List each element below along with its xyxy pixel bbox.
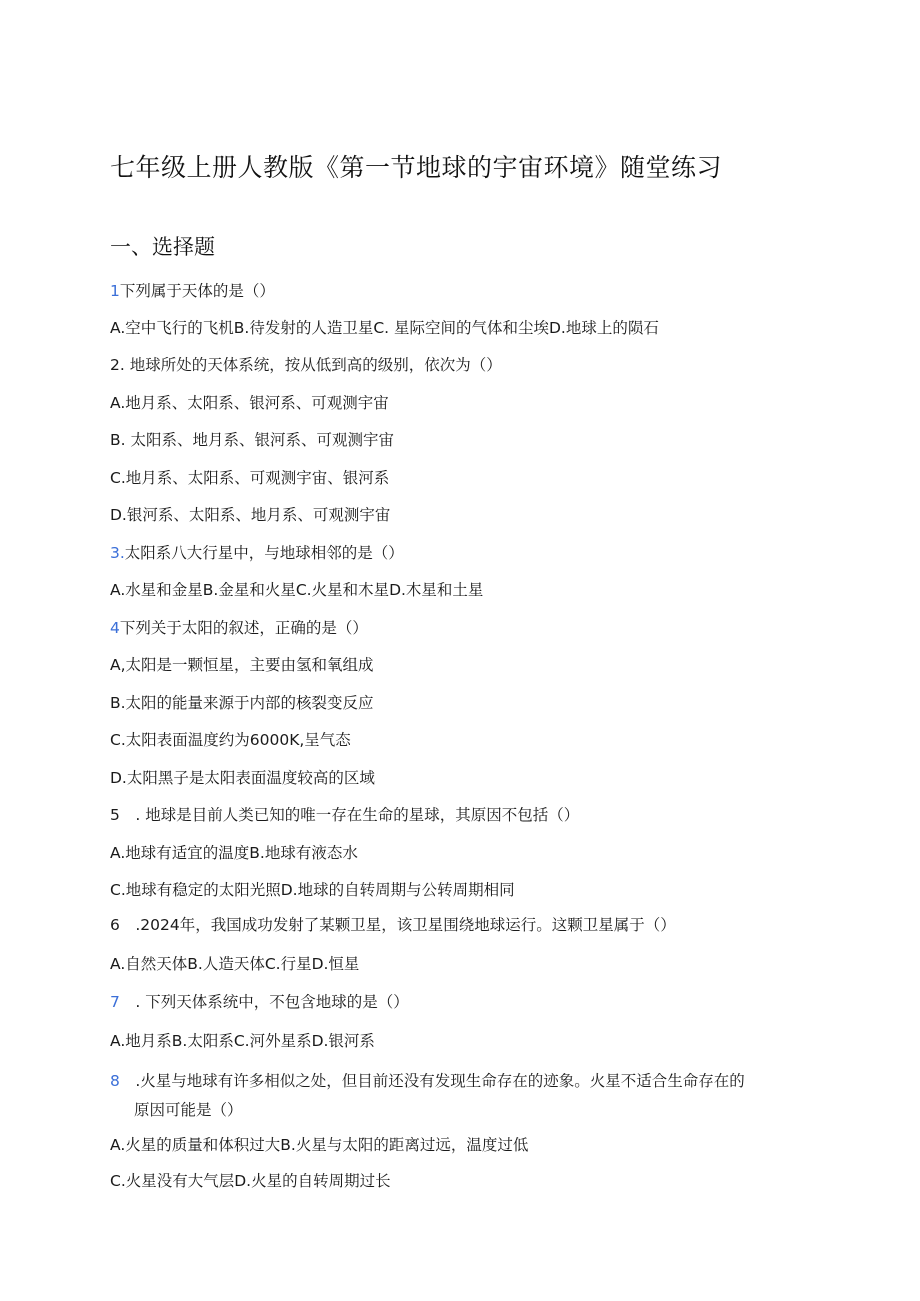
question-7 bbox=[110, 990, 409, 1012]
question-7-options: A.地月系B.太阳系C.河外星系D.银河系 bbox=[110, 1032, 375, 1050]
question-8-options-ab: A.火星的质量和体积过大B.火星与太阳的距离过远，温度过低 bbox=[110, 1136, 529, 1154]
page-title: 七年级上册人教版《第一节地球的宇宙环境》随堂练习 bbox=[110, 153, 723, 182]
question-1-options: A.空中飞行的飞机B.待发射的人造卫星C. 星际空间的气体和尘埃D.地球上的陨石 bbox=[110, 319, 659, 337]
question-6: 6 .2024年，我国成功发射了某颗卫星，该卫星围绕地球运行。这颗卫星属于（） bbox=[110, 916, 676, 934]
question-3-options: A.水星和金星B.金星和火星C.火星和木星D.木星和土星 bbox=[110, 581, 484, 599]
question-text: . 下列天体系统中，不包含地球的是（） bbox=[119, 993, 409, 1011]
question-number: 4 bbox=[110, 619, 120, 637]
question-text: 下列关于太阳的叙述，正确的是（） bbox=[119, 619, 368, 637]
question-number: 1 bbox=[110, 282, 120, 300]
question-4-option-b: B.太阳的能量来源于内部的核裂变反应 bbox=[110, 694, 374, 712]
question-text: 太阳系八大行星中，与地球相邻的是（） bbox=[124, 544, 404, 562]
question-text: .火星与地球有许多相似之处，但目前还没有发现生命存在的迹象。火星不适合生命存在的 bbox=[119, 1072, 745, 1090]
question-2-option-d: D.银河系、太阳系、地月系、可观测宇宙 bbox=[110, 506, 391, 524]
question-number: 3. bbox=[110, 544, 125, 562]
question-2: 2. 地球所处的天体系统，按从低到高的级别，依次为（） bbox=[110, 356, 502, 374]
question-text: 下列属于天体的是（） bbox=[119, 282, 275, 300]
question-5-options-ab: A.地球有适宜的温度B.地球有液态水 bbox=[110, 844, 358, 862]
question-6-options: A.自然天体B.人造天体C.行星D.恒星 bbox=[110, 955, 360, 973]
section-heading: 一、选择题 bbox=[110, 235, 215, 259]
question-4-option-c: C.太阳表面温度约为6000K,呈气态 bbox=[110, 731, 351, 749]
question-5: 5 . 地球是目前人类已知的唯一存在生命的星球，其原因不包括（） bbox=[110, 806, 580, 824]
question-8 bbox=[110, 1069, 745, 1091]
question-4 bbox=[110, 616, 368, 638]
question-8-continuation: 原因可能是（） bbox=[134, 1101, 243, 1119]
question-2-option-b: B. 太阳系、地月系、银河系、可观测宇宙 bbox=[110, 431, 394, 449]
question-2-option-c: C.地月系、太阳系、可观测宇宙、银河系 bbox=[110, 469, 390, 487]
question-3 bbox=[110, 541, 404, 563]
question-number: 8 bbox=[110, 1072, 120, 1090]
question-4-option-d: D.太阳黑子是太阳表面温度较高的区域 bbox=[110, 769, 375, 787]
question-4-option-a: A,太阳是一颗恒星，主要由氢和氧组成 bbox=[110, 656, 374, 674]
question-1 bbox=[110, 279, 275, 301]
question-number: 7 bbox=[110, 993, 120, 1011]
question-5-options-cd: C.地球有稳定的太阳光照D.地球的自转周期与公转周期相同 bbox=[110, 881, 515, 899]
question-2-option-a: A.地月系、太阳系、银河系、可观测宇宙 bbox=[110, 394, 389, 412]
question-8-options-cd: C.火星没有大气层D.火星的自转周期过长 bbox=[110, 1172, 391, 1190]
